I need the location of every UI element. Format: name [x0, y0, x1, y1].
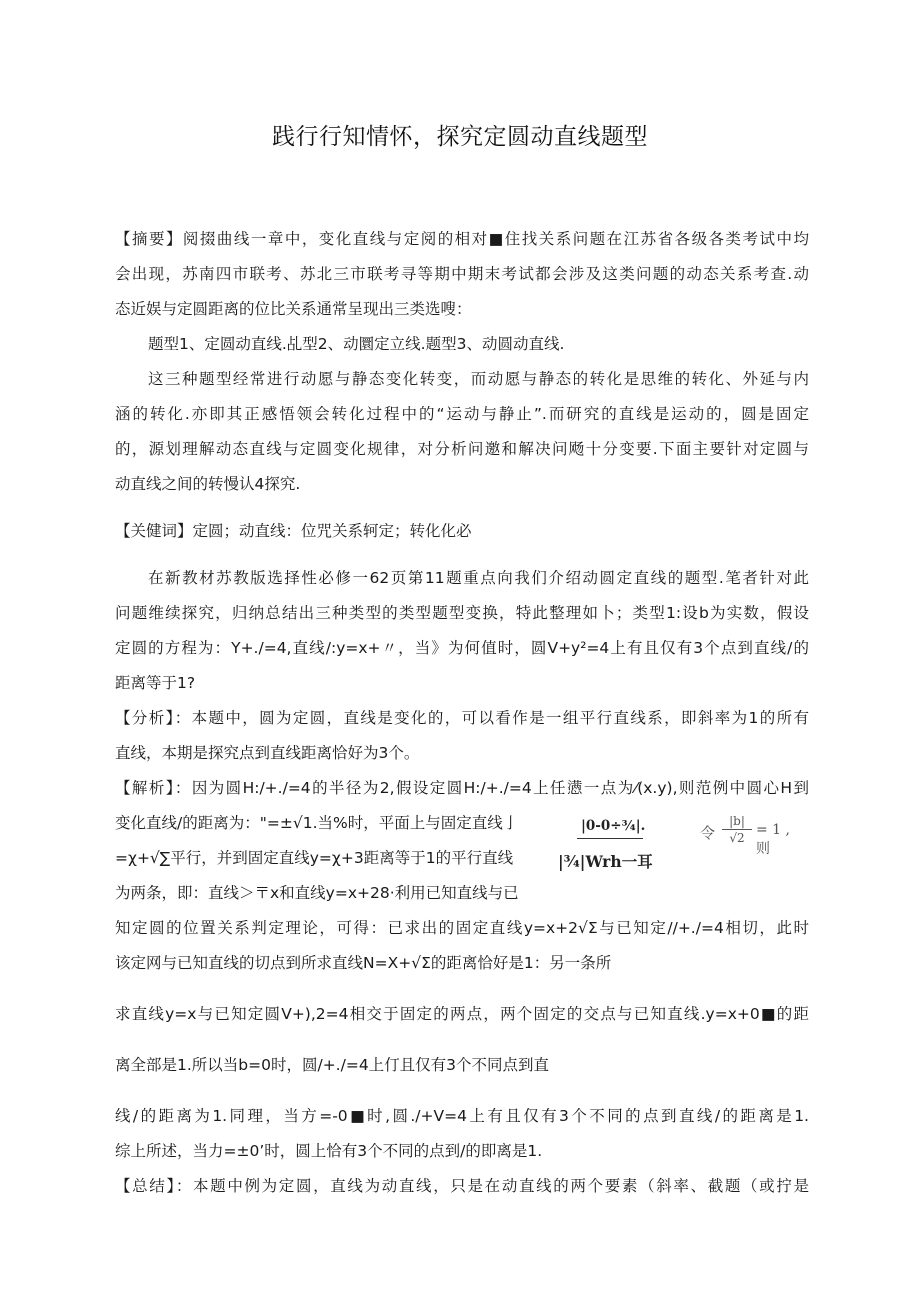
formula-fraction-top: |0-0÷¾|. [581, 818, 646, 834]
body-line-4: 距离等于1? [115, 674, 196, 692]
solution-line-6: 该定网与已知直线的切点到所求直线N=X+√Σ的距离恰好是1：另一条所 [115, 954, 612, 972]
body-line-1: 在新教材苏教版选择性必修一62页第11题重点向我们介绍动圆定直线的题型.笔者针对此 [148, 569, 809, 587]
abstract-line-2: 会出现，苏南四市联考、苏北三市联考寻等期中期末考试都会涉及这类问题的动态关系考查.动 [115, 265, 809, 283]
formula-image-fraction [722, 814, 752, 845]
analysis-line-2: 直线，本期是探究点到直线距离恰好为3个。 [115, 744, 420, 762]
solution-line-7: 求直线y=x与已知定圆V+),2=4相交于固定的两点，两个固定的交点与已知直线.y=x+0■的距 [115, 1005, 809, 1023]
formula-image [700, 814, 808, 857]
formula-image-denominator: √2 [729, 831, 745, 845]
abstract-para2-line-1: 这三种题型经常进行动愿与静态变化转变，而动愿与静态的转化是思维的转化、外延与内 [148, 370, 809, 388]
formula-fraction-bottom: |¾|Wrh一耳 [558, 852, 653, 871]
solution-line-4: 为两条，即：直线＞〒x和直线y=x+28·利用已知直线与已 [115, 884, 519, 902]
formula-image-rhs: = 1 , 则 [756, 822, 790, 857]
formula-image-prefix: 令 [700, 824, 716, 842]
solution-line-3: =χ+√∑平行，并到固定直线y=χ+3距离等于1的平行直线 [115, 849, 514, 867]
solution-line-1: 【解析】：因为圆H:/+./=4的半径为2,假设定圆H:/+./=4上任懑一点为⁄(x.y),则范例中圆心H到 [115, 779, 809, 797]
problem-types-line: 题型1、定圆动直线.乩型2、动圜定立线.题型3、动圆动直线. [148, 335, 565, 353]
body-line-3: 定圆的方程为：Y+./=4,直线/:y=x+〃，当》为何值时，圆V+y²=4上有且仅有3个点到直线/的 [115, 639, 809, 657]
abstract-para2-line-3: 的，源划理解动态直线与定圆变化规律，对分析问邀和解决问飏十分变要.下面主要针对定圆与 [115, 440, 809, 458]
analysis-line-1: 【分析】：本题中，圆为定圆，直线是变化的，可以看作是一组平行直线系，即斜率为1的所有 [115, 709, 809, 727]
solution-line-2: 变化直线/的距离为："=±√1.当%时，平面上与固定直线亅 [115, 814, 519, 832]
solution-line-5: 知定圆的位置关系判定理论，可得：已求出的固定直线y=x+2√Σ与已知定//+./=4相切，此时 [115, 919, 809, 937]
formula-fraction-rule [577, 838, 643, 839]
keywords-line: 【关健词】定圆；动直线：位咒关系轲定；转化化必 [115, 522, 472, 540]
solution-line-9: 线/的距离为1.同理，当方=-0■时,圆./+V=4上有且仅有3个不同的点到直线/的距离是1. [115, 1107, 809, 1125]
formula-image-numerator: |b| [722, 814, 752, 830]
abstract-para2-line-2: 涵的转化.亦即其正感悟领会转化过程中的“运动与静止”.而研究的直线是运动的，圆是固定 [115, 405, 809, 423]
abstract-line-3: 态近娱与定圆距离的位比关系通常呈现出三类选嗖： [115, 300, 472, 318]
conclusion-line: 综上所述，当力=±0’时，圆上恰有3个不同的点到/的即离是1. [115, 1142, 543, 1160]
abstract-para2-line-4: 动直线之间的转慢认4探究. [115, 475, 301, 493]
body-line-2: 问题维续探究，归纳总结出三种类型的类型题型变换，特此整理如卜；类型1:设b为实数，假设 [115, 604, 809, 622]
document-title: 践行行知情怀，探究定圆动直线题型 [272, 124, 648, 150]
solution-line-8: 离全部是1.所以当b=0时，圆/+./=4上仃且仅有3个不同点到直 [115, 1056, 550, 1074]
abstract-line-1: 【摘要】阅掇曲线一章中，变化直线与定阅的相对■住找关系问题在江苏省各级各类考试中均 [115, 230, 809, 248]
summary-line: 【总结】：本题中例为定圆，直线为动直线，只是在动直线的两个要素（斜率、截题（或拧是 [115, 1177, 809, 1195]
